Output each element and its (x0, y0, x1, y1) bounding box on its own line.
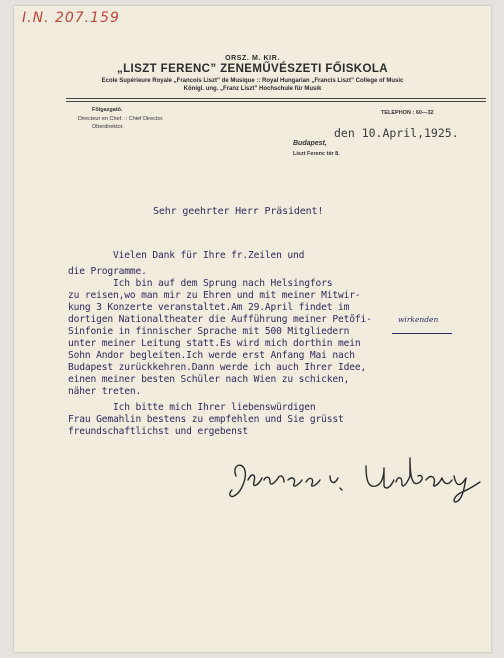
greeting: Sehr geehrter Herr Präsident! (153, 206, 324, 217)
body-line: zu reisen,wo man mir zu Ehren und mit meiner Mitwir- (68, 290, 361, 301)
body-line: einen meiner besten Schüler nach Wien zu schicken, (68, 374, 350, 385)
inventory-number: I.N. 207.159 (22, 10, 120, 26)
body-line: Sinfonie in finnischer Sprache mit 500 Mitgliedern (68, 326, 350, 337)
body-line: näher treten. (68, 386, 142, 397)
letterhead-line-1: ORSZ. M. KIR. (225, 55, 280, 62)
body-line: die Programme. (68, 266, 147, 277)
letterhead-line-3: Ecole Supérieure Royale „Francois Liszt” de Musique :: Royal Hungarian „Francis Liszt” College of Music (101, 78, 404, 84)
body-line: kung 3 Konzerte veranstaltet.Am 29.April findet im (68, 302, 350, 313)
body-line: unter meiner Leitung statt.Es wird mich dorthin mein (68, 338, 361, 349)
body-line: Frau Gemahlin bestens zu empfehlen und Sie grüsst (68, 414, 344, 425)
strikethrough-mark (392, 333, 452, 334)
body-line: Vielen Dank für Ihre fr.Zeilen und (68, 250, 305, 261)
letterhead-city: Budapest, (293, 140, 327, 147)
letter-sheet (14, 6, 491, 652)
body-line: Budapest zurückkehren.Dann werde ich auch Ihrer Idee, (68, 362, 367, 373)
director-title-other: Directeur en Chef. :: Chief Director. (78, 116, 164, 122)
signature (226, 446, 486, 506)
body-line: dortigen Nationaltheater die Aufführung meiner Petőfi- (68, 314, 372, 325)
body-line: Ich bin auf dem Sprung nach Helsingfors (68, 278, 333, 289)
header-rule-thin (66, 101, 486, 102)
body-line: Sohn Andor begleiten.Ich werde erst Anfang Mai nach (68, 350, 355, 361)
letterhead-address: Liszt Ferenc tér 8. (293, 151, 340, 157)
telephone: TELEPHON : 60—32 (381, 110, 434, 116)
handwritten-insertion: wirkenden (398, 315, 439, 324)
body-line: freundschaftlichst und ergebenst (68, 426, 249, 437)
letterhead-line-4: Königl. ung. „Franz Liszt” Hochschule für Musik (183, 86, 322, 92)
letter-date: den 10.April,1925. (334, 126, 459, 140)
letterhead-institution: „LISZT FERENC” ZENEMŰVÉSZETI FŐISKOLA (116, 63, 388, 75)
director-title-de: Oberdirektor. (92, 124, 124, 130)
header-rule (66, 98, 486, 99)
director-title-hu: Főigazgató. (92, 107, 123, 113)
body-line: Ich bitte mich Ihrer liebenswürdigen (68, 402, 316, 413)
